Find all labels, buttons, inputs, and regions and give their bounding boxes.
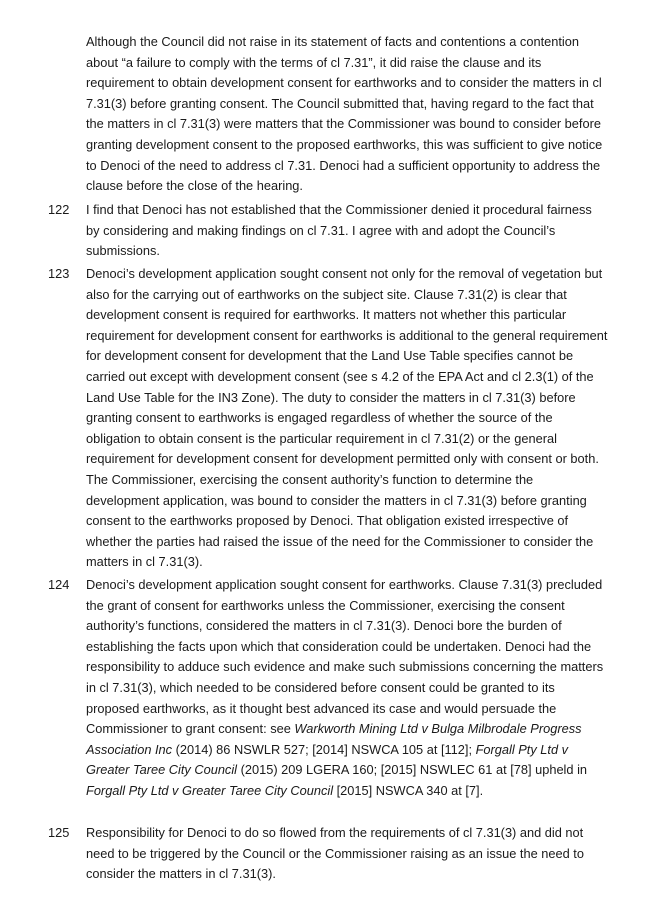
- case-citation: Forgall Pty Ltd v Greater Taree City Council: [86, 782, 334, 798]
- case-citation: Forgall Pty Ltd v Greater Taree City Council: [86, 741, 569, 778]
- paragraph-122: [48, 200, 608, 262]
- text-segment: Denoci’s development application sought consent for earthworks. Clause 7.31(3) precluded the grant of consent for earthworks unless the Commissioner, exercising the consent authority’s functions, considered the matters in cl 7.31(3). Denoci bore the burden of establishing the facts upon which that consideration could be undertaken. Denoci had the responsibility to adduce such evidence and make such submissions concerning the matters in cl 7.31(3), which needed to be considered before consent could be granted to its proposed earthworks, as it thought best advanced its case and would persuade the Commissioner to grant consent: see: [86, 577, 604, 737]
- text-segment: (2015) 209 LGERA 160; [2015] NSWLEC 61 at [78] upheld in: [237, 762, 588, 778]
- paragraph-124: [48, 575, 608, 802]
- paragraph-number: 123: [48, 266, 70, 281]
- paragraph-123: [48, 264, 608, 573]
- paragraph-125: [48, 823, 608, 885]
- text-segment: (2014) 86 NSWLR 527; [2014] NSWCA 105 at [112];: [172, 741, 476, 757]
- paragraph-number: 122: [48, 202, 70, 217]
- text-segment: [2015] NSWCA 340 at [7].: [333, 782, 484, 798]
- paragraph-text: [86, 575, 608, 802]
- paragraph-text: Denoci’s development application sought consent not only for the removal of vegetation but also for the carrying out of earthworks on the subject site. Clause 7.31(2) is clear that development consent is required for earthworks. It matters not whether this particular requirement for development consent for earthworks is additional to the general requirement for development consent for development that the Land Use Table specifies cannot be carried out except with development consent (see s 4.2 of the EPA Act and cl 2.3(1) of the Land Use Table for the IN3 Zone). The duty to consider the matters in cl 7.31(3) before granting consent to earthworks is engaged regardless of whether the source of the obligation to obtain consent is the particular requirement in cl 7.31(2) or the general requirement for development consent for development permitted only with consent or both. The Commissioner, exercising the consent authority’s function to determine the development application, was bound to consider the matters in cl 7.31(3) before granting consent to the earthworks proposed by Denoci. That obligation existed irrespective of whether the parties had raised the issue of the need for the Commissioner to consider the matters in cl 7.31(3).: [86, 266, 608, 570]
- paragraph-number: 125: [48, 825, 70, 840]
- case-citation: Warkworth Mining Ltd v Bulga Milbrodale Progress Association Inc: [86, 721, 582, 757]
- paragraph-text: I find that Denoci has not established that the Commissioner denied it procedural fairness by considering and making findings on cl 7.31. I agree with and adopt the Council’s submissions.: [86, 202, 592, 259]
- paragraph-number: 124: [48, 577, 70, 592]
- intro-paragraph: Although the Council did not raise in its statement of facts and contentions a contention about “a failure to comply with the terms of cl 7.31”, it did raise the clause and its requirement to obtain development consent for earthworks and to consider the matters in cl 7.31(3) before granting consent. The Council submitted that, having regard to the fact that the matters in cl 7.31(3) were matters that the Commissioner was bound to consider before granting development consent to the proposed earthworks, this was sufficient to give notice to Denoci of the need to address cl 7.31. Denoci had a sufficient opportunity to address the clause before the close of the hearing.: [86, 34, 603, 194]
- paragraph-text: Responsibility for Denoci to do so flowed from the requirements of cl 7.31(3) and did not need to be triggered by the Council or the Commissioner raising as an issue the need to consider the matters in cl 7.31(3).: [86, 825, 584, 882]
